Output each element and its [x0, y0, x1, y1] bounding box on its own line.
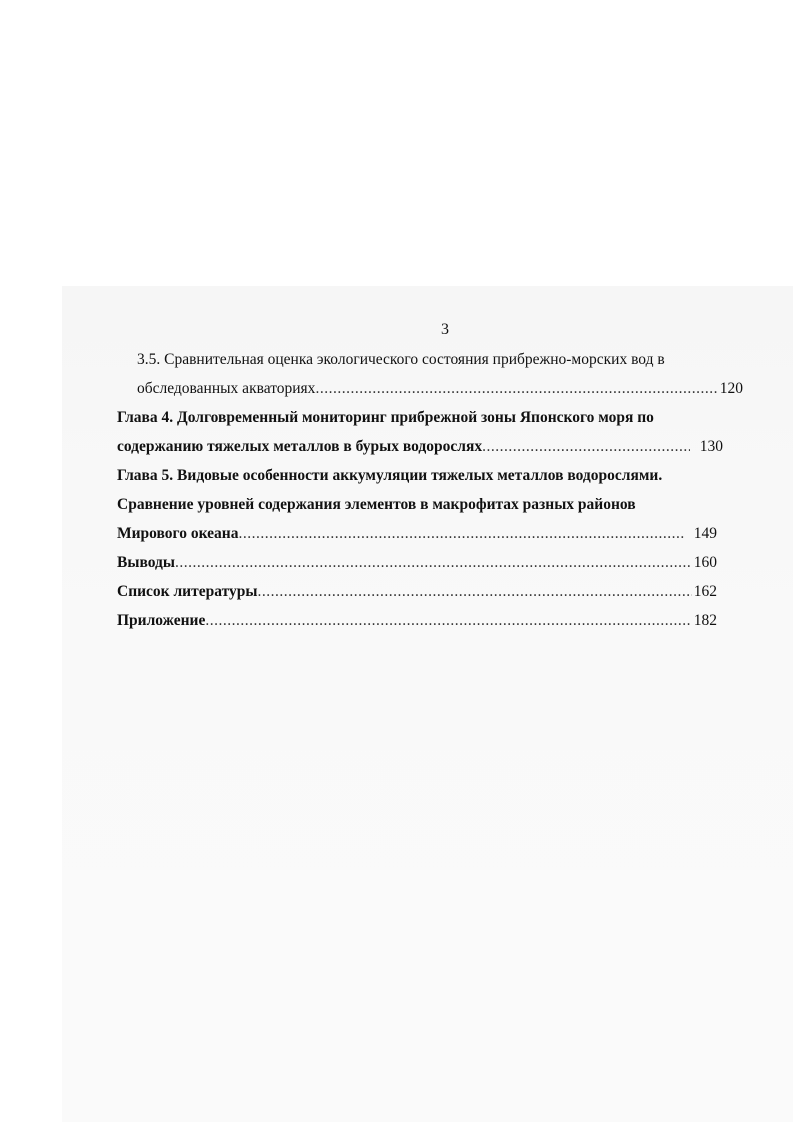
toc-entry-text-line: Приложение: [117, 612, 206, 629]
toc-page-number: 149: [693, 525, 717, 542]
toc-entry-appendix[interactable]: [117, 606, 723, 635]
toc-entry-references[interactable]: [117, 577, 723, 606]
toc-entry-section-3-5[interactable]: [117, 345, 743, 403]
dot-leader: [175, 548, 692, 577]
dot-leader: [257, 577, 691, 606]
toc-entry-chapter-4[interactable]: [117, 403, 723, 461]
toc-page-number: 162: [693, 583, 717, 600]
dot-leader: [205, 606, 691, 635]
table-of-contents: [117, 345, 743, 635]
toc-entry-conclusions[interactable]: [117, 548, 723, 577]
dot-leader: [482, 432, 690, 461]
toc-entry-last-line: [117, 577, 717, 606]
dot-leader: [315, 374, 717, 403]
toc-entry-text-line: Глава 4. Долговременный мониторинг прибрежной зоны Японского моря по: [117, 409, 654, 426]
toc-entry-text-line: Мирового океана: [117, 525, 239, 542]
page-number: 3: [441, 321, 449, 338]
toc-page-number: 120: [719, 380, 743, 397]
dot-leader: [238, 519, 683, 548]
toc-entry-text-line: обследованных акваториях: [137, 380, 316, 397]
toc-entry-text-line: Выводы: [117, 554, 175, 571]
toc-page-number: 130: [699, 438, 723, 455]
toc-entry-last-line: [117, 374, 743, 403]
toc-entry-last-line: [117, 432, 723, 461]
toc-entry-text-line: Глава 5. Видовые особенности аккумуляции тяжелых металлов водорослями.: [117, 467, 663, 484]
toc-entry-last-line: [117, 606, 717, 635]
toc-entry-text-line: Список литературы: [117, 583, 258, 600]
toc-page-number: 182: [693, 612, 717, 629]
toc-entry-text-line: Сравнение уровней содержания элементов в макрофитах разных районов: [117, 496, 636, 513]
toc-page-number: 160: [693, 554, 717, 571]
toc-entry-last-line: [117, 519, 717, 548]
toc-entry-text-line: содержанию тяжелых металлов в бурых водорослях: [117, 438, 483, 455]
toc-entry-last-line: [117, 548, 717, 577]
toc-entry-text-line: 3.5. Сравнительная оценка экологического состояния прибрежно-морских вод в: [137, 351, 665, 368]
toc-entry-chapter-5[interactable]: [117, 461, 723, 548]
